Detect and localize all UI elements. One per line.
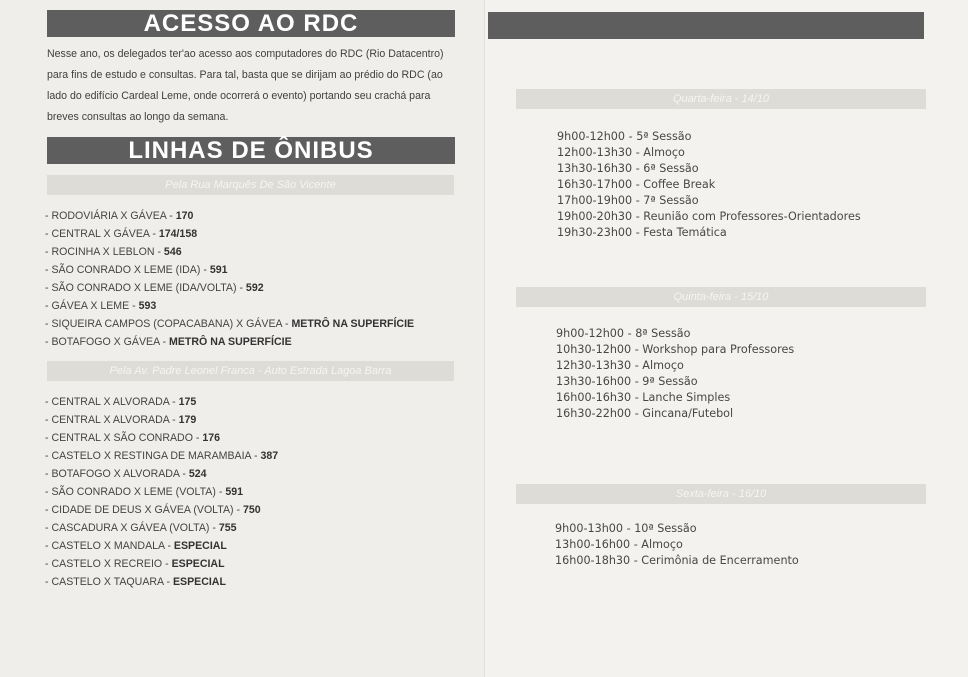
route-group-av-label: Pela Av. Padre Leonel Franca - Auto Estrada Lagoa Barra bbox=[47, 361, 454, 381]
bus-route: - CASTELO X RECREIO - bbox=[45, 558, 172, 570]
bus-line bbox=[45, 261, 414, 279]
day-label-sexta: Sexta-feira - 16/10 bbox=[516, 484, 926, 504]
bus-line bbox=[45, 555, 278, 573]
bus-route: - SIQUEIRA CAMPOS (COPACABANA) X GÁVEA - bbox=[45, 318, 292, 330]
bus-line bbox=[45, 429, 278, 447]
schedule-item: 13h30-16h30 - 6ª Sessão bbox=[557, 162, 699, 175]
bus-line bbox=[45, 315, 414, 333]
bus-number: 174/158 bbox=[158, 228, 198, 240]
schedule-sexta bbox=[555, 521, 799, 569]
acesso-paragraph: Nesse ano, os delegados ter'ao acesso aos computadores do RDC (Rio Datacentro) para fins de estudo e consultas. Para tal, basta que se dirijam ao prédio do RDC (ao lado do edifício Cardeal Leme, onde ocorrerá o evento) portando seu crachá para breves consultas ao longo da semana. bbox=[47, 48, 444, 123]
schedule-item: 12h30-13h30 - Almoço bbox=[556, 359, 684, 372]
bus-route: - CASTELO X TAQUARA - bbox=[45, 576, 173, 588]
bus-route: - CENTRAL X ALVORADA - bbox=[45, 396, 179, 408]
schedule-quarta bbox=[557, 129, 861, 241]
bus-line bbox=[45, 279, 414, 297]
bus-number: 170 bbox=[175, 210, 194, 222]
bus-line bbox=[45, 243, 414, 261]
schedule-quinta bbox=[556, 326, 794, 422]
bus-line bbox=[45, 465, 278, 483]
bus-line bbox=[45, 519, 278, 537]
bus-number: 591 bbox=[209, 264, 228, 276]
bus-number: 755 bbox=[218, 522, 237, 534]
bus-route: - SÃO CONRADO X LEME (IDA) - bbox=[45, 264, 210, 276]
bus-line bbox=[45, 297, 414, 315]
bus-list-rua bbox=[45, 207, 414, 351]
bus-route: - CIDADE DE DEUS X GÁVEA (VOLTA) - bbox=[45, 504, 243, 516]
schedule-item: 9h00-13h00 - 10ª Sessão bbox=[555, 522, 697, 535]
bus-route: - CENTRAL X ALVORADA - bbox=[45, 414, 179, 426]
bus-route: - GÁVEA X LEME - bbox=[45, 300, 139, 312]
bus-number: 546 bbox=[163, 246, 182, 258]
bus-line bbox=[45, 207, 414, 225]
bus-number: 387 bbox=[260, 450, 279, 462]
bus-number: ESPECIAL bbox=[171, 558, 225, 570]
schedule-item: 19h30-23h00 - Festa Temática bbox=[557, 226, 727, 239]
bus-number: 750 bbox=[242, 504, 261, 516]
bus-route: - ROCINHA X LEBLON - bbox=[45, 246, 164, 258]
schedule-item: 17h00-19h00 - 7ª Sessão bbox=[557, 194, 699, 207]
bus-number: 592 bbox=[245, 282, 264, 294]
route-group-rua-label: Pela Rua Marquês De São Vicente bbox=[47, 175, 454, 195]
bus-number: 175 bbox=[178, 396, 197, 408]
bus-number: ESPECIAL bbox=[172, 576, 226, 588]
bus-route: - CENTRAL X SÃO CONRADO - bbox=[45, 432, 203, 444]
linhas-title: LINHAS DE ÔNIBUS bbox=[47, 137, 455, 164]
day-label-quarta: Quarta-feira - 14/10 bbox=[516, 89, 926, 109]
bus-route: - RODOVIÁRIA X GÁVEA - bbox=[45, 210, 176, 222]
schedule-item: 12h00-13h30 - Almoço bbox=[557, 146, 685, 159]
right-title-bar bbox=[488, 12, 924, 39]
schedule-item: 9h00-12h00 - 5ª Sessão bbox=[557, 130, 692, 143]
schedule-item: 16h30-22h00 - Gincana/Futebol bbox=[556, 407, 734, 420]
bus-route: - CASCADURA X GÁVEA (VOLTA) - bbox=[45, 522, 219, 534]
bus-number: 591 bbox=[225, 486, 243, 498]
bus-route: - CASTELO X RESTINGA DE MARAMBAIA - bbox=[45, 450, 261, 462]
bus-number: 593 bbox=[138, 300, 157, 312]
schedule-item: 16h30-17h00 - Coffee Break bbox=[557, 178, 716, 191]
bus-line bbox=[45, 225, 414, 243]
bus-line bbox=[45, 573, 278, 591]
bus-number: METRÔ NA SUPERFÍCIE bbox=[291, 318, 415, 330]
bus-number: ESPECIAL bbox=[173, 540, 227, 552]
bus-list-av bbox=[45, 393, 278, 591]
right-page bbox=[484, 0, 968, 677]
bus-route: - SÃO CONRADO X LEME (IDA/VOLTA) - bbox=[45, 282, 246, 294]
bus-line bbox=[45, 411, 278, 429]
schedule-item: 19h00-20h30 - Reunião com Professores-Orientadores bbox=[557, 210, 861, 223]
schedule-item: 16h00-18h30 - Cerimônia de Encerramento bbox=[555, 554, 799, 567]
day-label-quinta: Quinta-feira - 15/10 bbox=[516, 287, 926, 307]
bus-line bbox=[45, 393, 278, 411]
schedule-item: 9h00-12h00 - 8ª Sessão bbox=[556, 327, 691, 340]
bus-route: - BOTAFOGO X ALVORADA - bbox=[45, 468, 189, 480]
bus-line bbox=[45, 501, 278, 519]
acesso-title: ACESSO AO RDC bbox=[47, 10, 455, 37]
schedule-item: 16h00-16h30 - Lanche Simples bbox=[556, 391, 731, 404]
bus-line bbox=[45, 537, 278, 555]
bus-number: 179 bbox=[178, 414, 197, 426]
bus-route: - CASTELO X MANDALA - bbox=[45, 540, 174, 552]
schedule-item: 10h30-12h00 - Workshop para Professores bbox=[556, 343, 795, 356]
schedule-item: 13h00-16h00 - Almoço bbox=[555, 538, 683, 551]
bus-line bbox=[45, 447, 278, 465]
bus-line bbox=[45, 483, 278, 501]
bus-number: METRÔ NA SUPERFÍCIE bbox=[169, 336, 292, 348]
bus-line bbox=[45, 333, 414, 351]
bus-route: - SÃO CONRADO X LEME (VOLTA) - bbox=[45, 486, 226, 498]
bus-number: 176 bbox=[202, 432, 221, 444]
bus-route: - CENTRAL X GÁVEA - bbox=[45, 228, 159, 240]
bus-number: 524 bbox=[188, 468, 207, 480]
schedule-item: 13h30-16h00 - 9ª Sessão bbox=[556, 375, 698, 388]
bus-route: - BOTAFOGO X GÁVEA - bbox=[45, 336, 170, 348]
